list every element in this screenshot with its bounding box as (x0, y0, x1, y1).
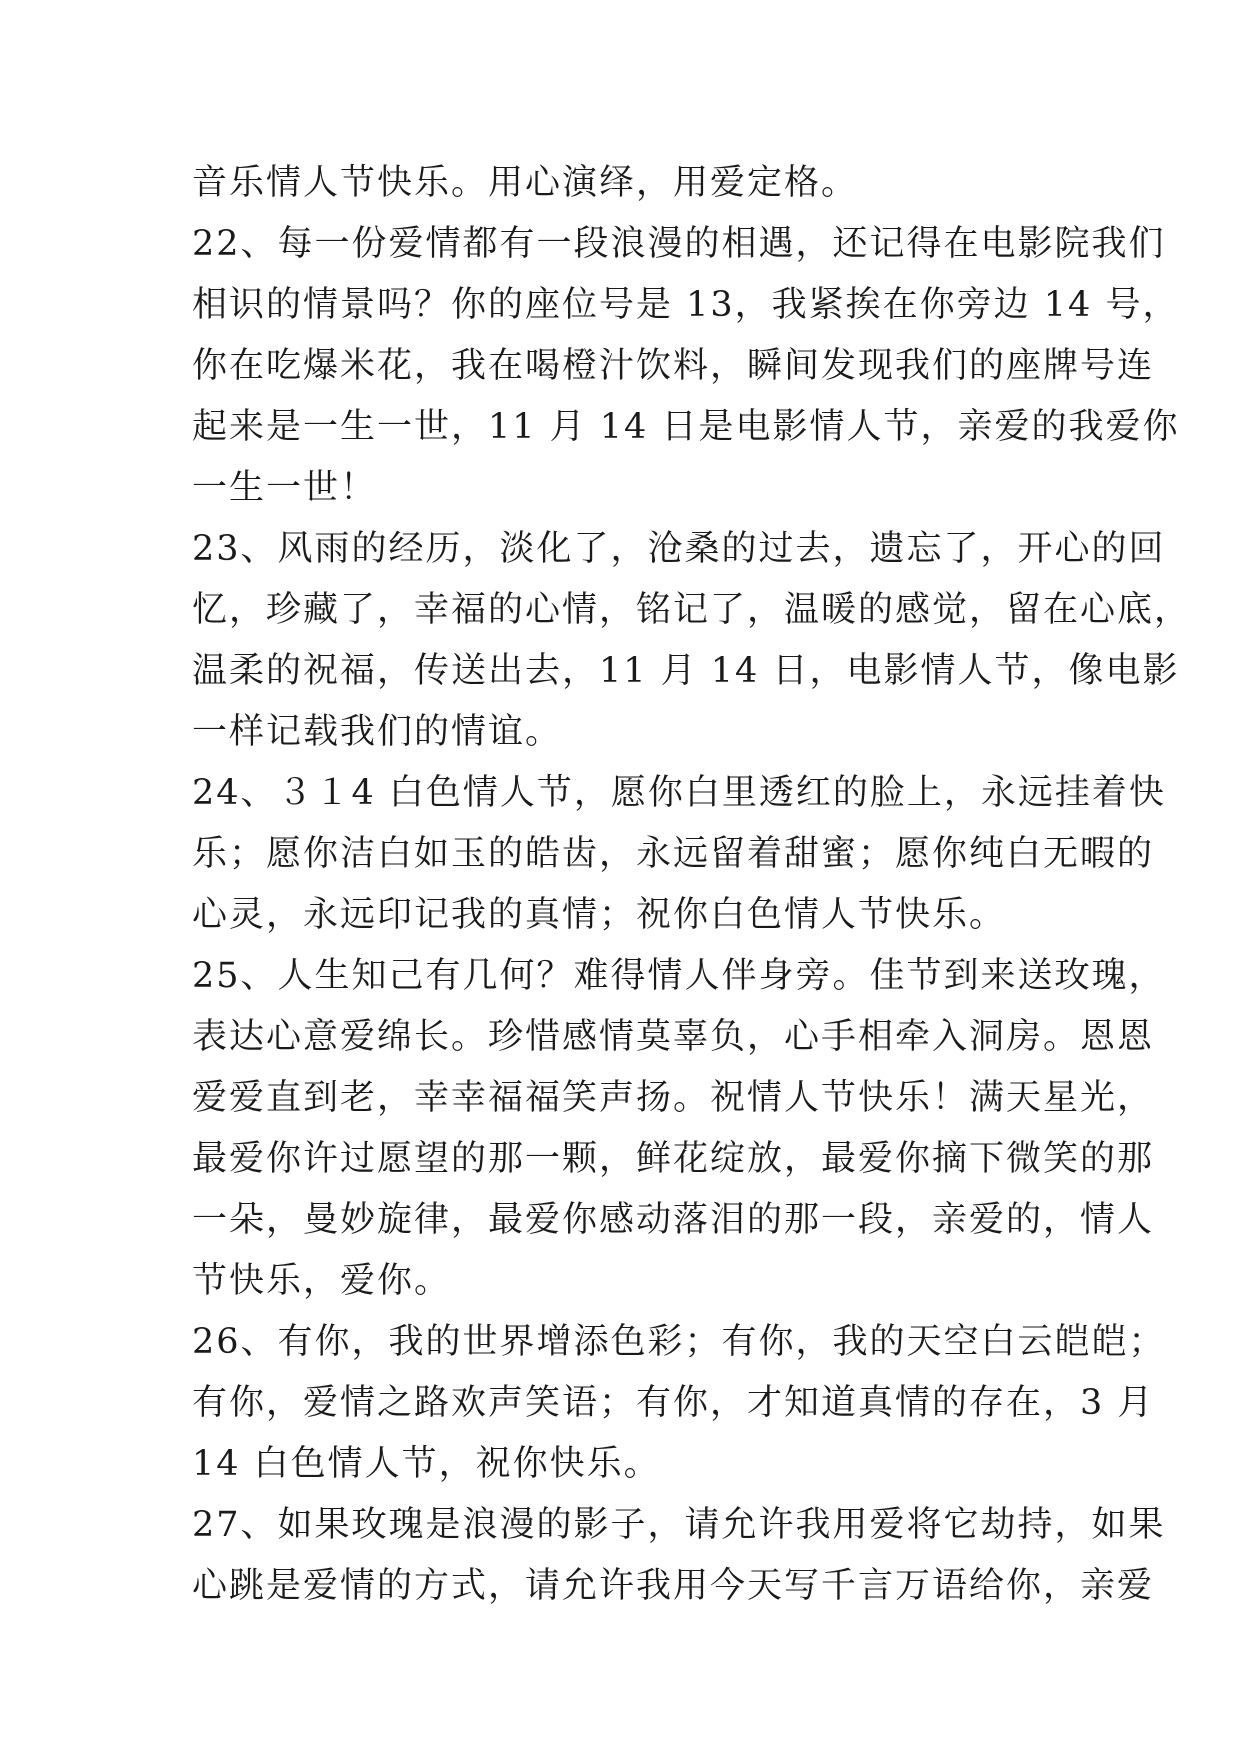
text-line: 表达心意爱绵长。珍惜感情莫辜负，心手相牵入洞房。恩恩 (192, 1017, 1155, 1057)
text-line: 温柔的祝福，传送出去，11 月 14 日，电影情人节，像电影 (192, 651, 1180, 691)
text-line: 22、每一份爱情都有一段浪漫的相遇，还记得在电影院我们 (192, 224, 1166, 264)
text-line: 你在吃爆米花，我在喝橙汁饮料，瞬间发现我们的座牌号连 (192, 346, 1155, 386)
text-line: 一朵，曼妙旋律，最爱你感动落泪的那一段，亲爱的，情人 (192, 1200, 1155, 1240)
text-line: 一生一世！ (192, 468, 378, 508)
text-line: 相识的情景吗？你的座位号是 13，我紧挨在你旁边 14 号， (192, 285, 1180, 325)
text-line: 乐；愿你洁白如玉的皓齿，永远留着甜蜜；愿你纯白无暇的 (192, 834, 1155, 874)
document-body (192, 153, 1192, 1617)
text-line: 25、人生知己有几何？难得情人伴身旁。佳节到来送玫瑰， (192, 956, 1166, 996)
text-line: 最爱你许过愿望的那一颗，鲜花绽放，最爱你摘下微笑的那 (192, 1139, 1155, 1179)
text-line: 有你，爱情之路欢声笑语；有你，才知道真情的存在，3 月 (192, 1383, 1155, 1423)
text-line: 音乐情人节快乐。用心演绎，用爱定格。 (192, 163, 859, 203)
text-line: 27、如果玫瑰是浪漫的影子，请允许我用爱将它劫持，如果 (192, 1505, 1166, 1545)
text-line: 起来是一生一世，11 月 14 日是电影情人节，亲爱的我爱你 (192, 407, 1180, 447)
text-line: 一样记载我们的情谊。 (192, 712, 563, 752)
text-line: 节快乐，爱你。 (192, 1261, 452, 1301)
text-line: 心灵，永远印记我的真情；祝你白色情人节快乐。 (192, 895, 1007, 935)
text-line: 14 白色情人节，祝你快乐。 (192, 1444, 661, 1484)
text-line: 23、风雨的经历，淡化了，沧桑的过去，遗忘了，开心的回 (192, 529, 1166, 569)
text-line: 26、有你，我的世界增添色彩；有你，我的天空白云皑皑； (192, 1322, 1166, 1362)
text-line: 24、３１4 白色情人节，愿你白里透红的脸上，永远挂着快 (192, 773, 1166, 813)
text-line: 心跳是爱情的方式，请允许我用今天写千言万语给你，亲爱 (192, 1566, 1155, 1606)
text-line: 忆，珍藏了，幸福的心情，铭记了，温暖的感觉，留在心底， (192, 590, 1192, 630)
text-line: 爱爱直到老，幸幸福福笑声扬。祝情人节快乐！满天星光， (192, 1078, 1155, 1118)
